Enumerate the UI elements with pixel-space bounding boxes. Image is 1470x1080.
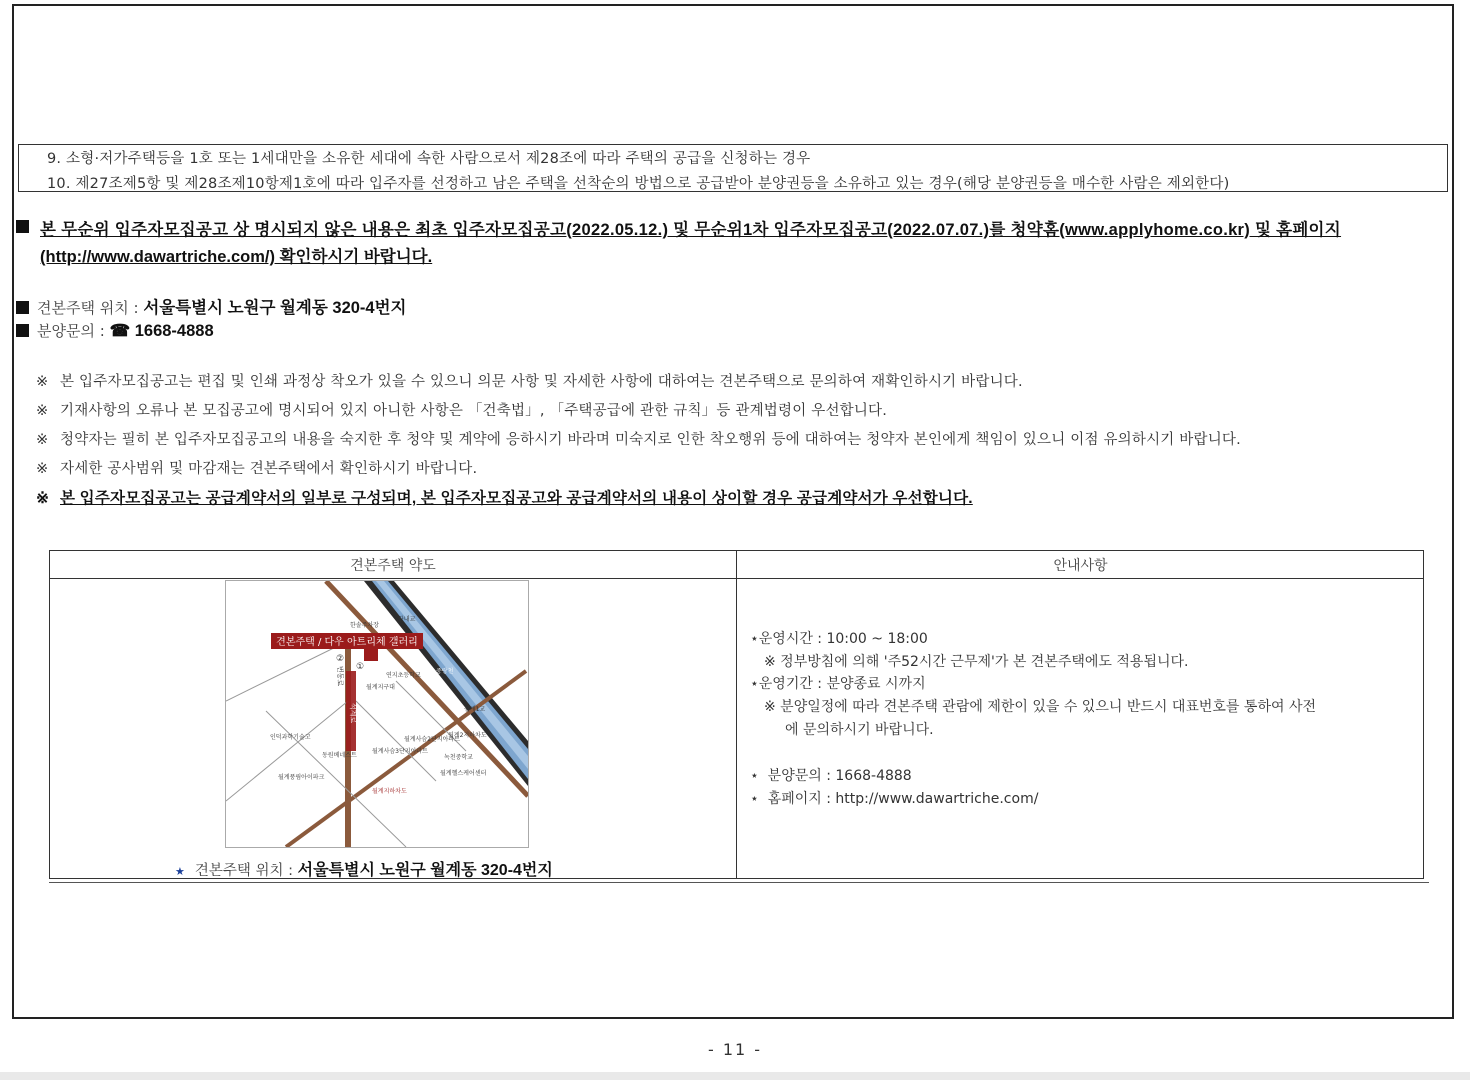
star-bullet-icon: ⋆ — [750, 768, 768, 784]
column-divider — [736, 551, 737, 878]
map-label: ① — [356, 662, 365, 672]
star-bullet-icon: ★ — [175, 865, 185, 878]
star-bullet-icon: ⋆ — [750, 631, 759, 647]
map-label: 월계사슴2단지아파트 — [404, 736, 460, 743]
note-item: ※ 본 입주자모집공고는 편집 및 인쇄 과정상 착오가 있을 수 있으니 의문 사항 및 자세한 사항에 대하여는 견본주택으로 문의하여 재확인하시기 바랍니다. — [36, 374, 1023, 390]
guide-hours-note: ※ 정부방침에 의해 '주52시간 근무제'가 본 견본주택에도 적용됩니다. — [764, 654, 1189, 670]
guide-hours: ⋆운영시간 : 10:00 ~ 18:00 — [750, 631, 928, 647]
note-item: ※ 자세한 공사범위 및 마감재는 견본주택에서 확인하시기 바랍니다. — [36, 461, 478, 477]
guide-homepage: ⋆ 홈페이지 : http://www.dawartriche.com/ — [750, 791, 1039, 807]
map-label: 연지초등학교 — [386, 672, 421, 679]
model-house-marker — [364, 649, 378, 661]
table-header-map: 견본주택 약도 — [350, 558, 436, 574]
map-label: 월계지구대 — [366, 684, 395, 691]
map-banner-text: 견본주택 / 다우 아트리체 갤러리 — [276, 637, 418, 648]
inquiry-value: ☎ 1668-4888 — [109, 322, 214, 340]
note-item: ※ 기재사항의 오류나 본 모집공고에 명시되어 있지 아니한 사항은 「건축법」, 「주택공급에 관한 규칙」등 관계법령이 우선합니다. — [36, 403, 888, 419]
location-value: 서울특별시 노원구 월계동 320-4번지 — [143, 299, 407, 317]
notice-line-2: (http://www.dawartriche.com/) 확인하시기 바랍니다. — [40, 248, 433, 266]
location-map — [225, 580, 529, 848]
guide-inquiry: ⋆ 분양문의 : 1668-4888 — [750, 768, 912, 784]
page-number: - 11 - — [707, 1040, 763, 1059]
caption-label: 견본주택 위치 : — [194, 863, 294, 879]
road-mid-label: 석계로 — [349, 702, 357, 724]
notice-line-1: 본 무순위 입주자모집공고 상 명시되지 않은 내용은 최초 입주자모집공고(2022.05.12.) 및 무순위1차 입주자모집공고(2022.07.07.)를 청약홈(www.applyhome.co.kr) 및 홈페이지 — [40, 221, 1342, 239]
map-label: 녹천중학교 — [444, 754, 473, 761]
square-bullet-icon — [16, 220, 29, 233]
map-label: 한내교 — [398, 616, 416, 623]
square-bullet-icon — [16, 301, 29, 314]
bottom-strip — [0, 1072, 1470, 1080]
supply-items-box — [18, 144, 1448, 192]
road-left-label: 번동로 — [336, 665, 344, 687]
guide-period-note: ※ 분양일정에 따라 견본주택 관람에 제한이 있을 수 있으니 반드시 대표번호를 통하여 사전 — [764, 699, 1316, 715]
map-caption — [175, 857, 553, 880]
guide-period-note-cont: 에 문의하시기 바랍니다. — [785, 722, 934, 738]
map-label: 인덕과학기술고 — [270, 734, 311, 741]
square-bullet-icon — [16, 324, 29, 337]
star-bullet-icon: ⋆ — [750, 791, 768, 807]
note-item: ※ 청약자는 필히 본 입주자모집공고의 내용을 숙지한 후 청약 및 계약에 응하시기 바라며 미숙지로 인한 착오행위 등에 대하여는 청약자 본인에게 책임이 있으니 이점 유의하시기 바랍니다. — [36, 432, 1241, 448]
caption-value: 서울특별시 노원구 월계동 320-4번지 — [297, 862, 553, 879]
table-under-rule — [49, 882, 1429, 883]
map-label: 월계지하차도 — [372, 788, 407, 795]
map-label: 한솔주차장 — [350, 622, 379, 629]
map-label: 월계1교 — [464, 706, 486, 713]
map-label: ② — [336, 654, 345, 664]
model-house-inquiry — [16, 320, 214, 341]
supply-item-10: 10. 제27조제5항 및 제28조제10항제1호에 따라 입주자를 선정하고 남은 주택을 선착순의 방법으로 공급받아 분양권등을 소유하고 있는 경우(해당 분양권등을 매수한 사람은 제외한다) — [47, 176, 1230, 192]
map-label: 월계풍림아이파크 — [278, 774, 325, 781]
supply-item-9: 9. 소형·저가주택등을 1호 또는 1세대만을 소유한 세대에 속한 사람으로서 제28조에 따라 주택의 공급을 신청하는 경우 — [47, 151, 811, 167]
map-label: 월계사슴3단지아파트 — [372, 748, 428, 755]
map-label: 동부간선도로 — [460, 648, 495, 655]
table-header-guide: 안내사항 — [1053, 558, 1108, 574]
note-item-emphasis: ※ 본 입주자모집공고는 공급계약서의 일부로 구성되며, 본 입주자모집공고와 공급계약서의 내용이 상이할 경우 공급계약서가 우선합니다. — [36, 490, 973, 507]
map-label: 동원베네스트 — [322, 752, 357, 759]
map-label: 월계헬스케어센터 — [440, 770, 487, 777]
guide-period: ⋆운영기간 : 분양종료 시까지 — [750, 676, 926, 692]
location-label: 견본주택 위치 : — [37, 299, 139, 317]
map-label: 중랑천 — [436, 668, 454, 675]
inquiry-label: 분양문의 : — [37, 322, 105, 340]
map-label: 월계2지하차도 — [448, 732, 487, 739]
star-bullet-icon: ⋆ — [750, 676, 759, 692]
model-house-location — [16, 294, 406, 318]
